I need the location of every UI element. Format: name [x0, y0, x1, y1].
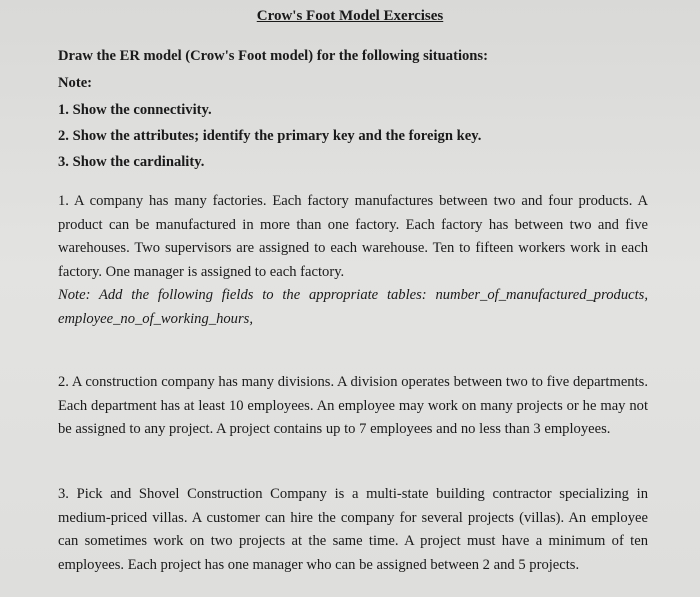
exercise-3 [58, 483, 648, 577]
exercise-1-text: 1. A company has many factories. Each factory manufactures between two and four products. A product can be manufactured in more than one factory. Each factory has between two and five warehouses. Two supervisors are assigned to each warehouse. Ten to fifteen workers work in each factory. One manager is assigned to each factory. [58, 193, 648, 280]
instruction-item: 1. Show the connectivity. [58, 102, 212, 118]
page-title: Crow's Foot Model Exercises [256, 8, 444, 24]
exercise-1 [58, 190, 648, 331]
exercise-1-note: Note: Add the following fields to the appropriate tables: number_of_manufactured_products, employee_no_of_working_hours, [58, 287, 648, 327]
note-label: Note: [58, 75, 93, 91]
instruction-item: 3. Show the cardinality. [58, 154, 205, 170]
instructions-heading: Draw the ER model (Crow's Foot model) for the following situations: [58, 48, 488, 64]
exercise-3-text: 3. Pick and Shovel Construction Company is a multi-state building contractor specializing in medium-priced villas. A customer can hire the company for several projects (villas). An employee can sometimes work on two projects at the same time. A project must have a minimum of ten employees. Each project has one manager who can be assigned between 2 and 5 projects. [58, 486, 648, 573]
instruction-item: 2. Show the attributes; identify the primary key and the foreign key. [58, 128, 482, 144]
exercise-2-text: 2. A construction company has many divisions. A division operates between two to five departments. Each department has at least 10 employees. An employee may work on many projects or he may not be assigned to any project. A project contains up to 7 employees and no less than 3 employees. [58, 374, 648, 437]
exercise-2 [58, 371, 648, 442]
